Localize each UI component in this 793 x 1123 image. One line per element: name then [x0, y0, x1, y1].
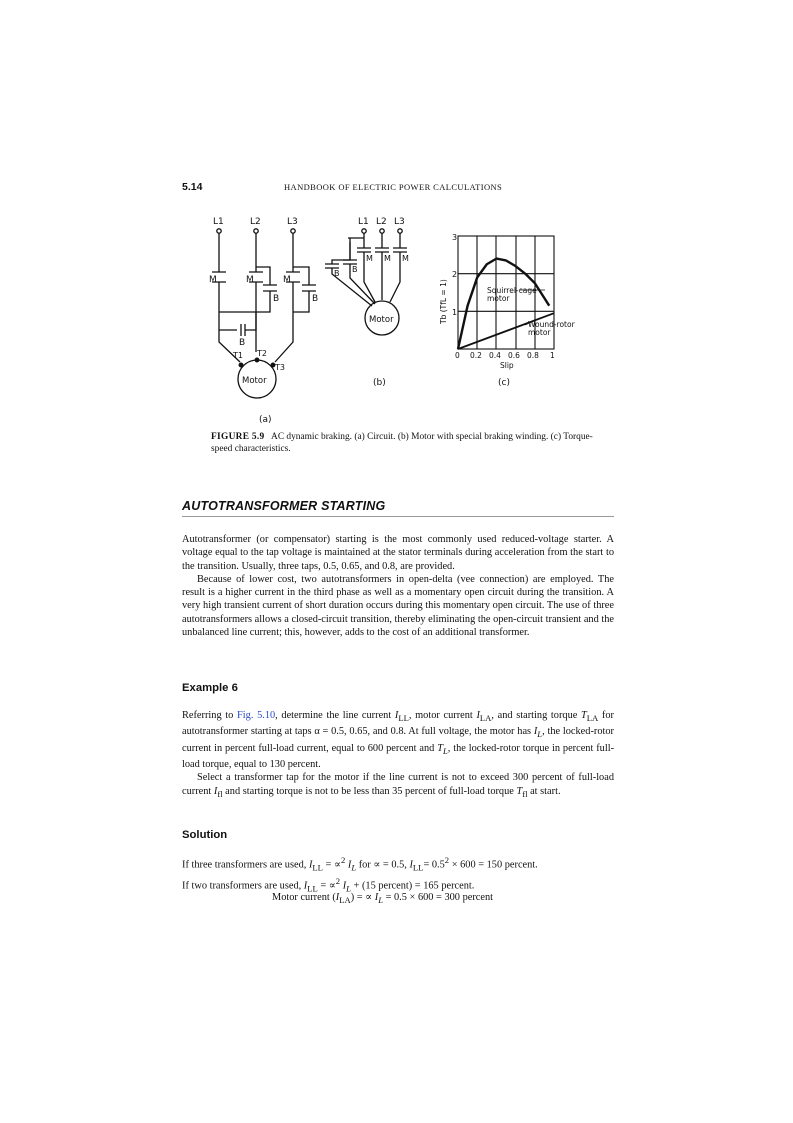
- label-wound-1: Wound-rotor: [528, 320, 575, 329]
- xtick-0: 0: [455, 351, 460, 360]
- page-number: 5.14: [182, 181, 203, 193]
- label-l2-a: L2: [250, 217, 261, 227]
- solution-line-1: If three transformers are used, $I_{LL} = \propto^2$ $I_L$ for ∝ = 0.5, $I_{LL}= 0.5^2 \times 600 = 150$ percent.: [182, 855, 538, 873]
- label-b2: B: [273, 294, 280, 304]
- label-b3: B: [312, 294, 319, 304]
- xtick-3: 0.6: [508, 351, 520, 360]
- solution-heading: Solution: [182, 829, 228, 841]
- section-body: [182, 533, 614, 639]
- xtick-4: 0.8: [527, 351, 539, 360]
- xtick-1: 0.2: [470, 351, 482, 360]
- paragraph-1: Autotransformer (or compensator) starting is the most commonly used reduced-voltage starter. A voltage equal to the tap voltage is maintained at the stator terminals during acceleration from the start to the transition. Usually, three taps, 0.5, 0.65, and 0.8, are provided.: [182, 534, 614, 572]
- label-l2-b: L2: [376, 217, 387, 227]
- terminal-circle: [217, 229, 221, 233]
- label-t2: T2: [257, 349, 267, 358]
- motor-b-label: Motor: [369, 315, 394, 325]
- figure-caption: [211, 431, 611, 455]
- example-body: [182, 709, 614, 801]
- label-m3: M: [283, 275, 291, 285]
- terminal-circle: [254, 229, 258, 233]
- solution-body: [182, 854, 614, 896]
- label-t1: T1: [233, 351, 243, 360]
- motor-current-equation: Motor current $(I_{LA})$ = ∝ $I_L = 0.5 \times 600 = 300$ percent: [272, 892, 493, 906]
- terminal-circle: [291, 229, 295, 233]
- xtick-5: 1: [550, 351, 555, 360]
- wire: [219, 233, 240, 362]
- label-l1-b: L1: [358, 217, 369, 227]
- panel-b-label: (b): [373, 378, 386, 388]
- caption-label: FIGURE 5.9: [211, 432, 265, 442]
- example-heading: Example 6: [182, 682, 238, 694]
- m-contacts-b: [357, 248, 407, 252]
- wire: [364, 233, 400, 248]
- motor-a-label: Motor: [242, 376, 267, 386]
- b-contact-1: [219, 312, 256, 336]
- label-squirrel-2: motor: [487, 294, 510, 303]
- figure-5-9: [200, 212, 580, 427]
- solution-line-2: If two transformers are used, $I_{LL} = \propto^2$ $I_L + (15$ percent) = 165 percent.: [182, 875, 475, 894]
- figure-svg: [200, 212, 580, 427]
- label-t3: T3: [275, 363, 285, 372]
- b-contact-2: [256, 267, 280, 312]
- diagram-a: [212, 229, 319, 398]
- label-m2: M: [246, 275, 254, 285]
- label-m-b1: M: [366, 254, 373, 263]
- section-title: AUTOTRANSFORMER STARTING: [182, 499, 614, 517]
- label-squirrel-1: Squirrel-cage: [487, 286, 537, 295]
- example-paragraph-1: Referring to Fig. 5.10, determine the line current $I_{LL}$, motor current $I_{LA}$, and starting torque $T_{LA}$ for autotransformer starting at taps α = 0.5, 0.65, and 0.8. At full voltage, the motor has $I_L$, the locked-rotor current in percent full-load current, equal to 600 percent and $T_L$, the locked-rotor torque in percent full-load torque, equal to 130 percent.: [182, 710, 615, 771]
- label-wound-2: motor: [528, 328, 551, 337]
- diagram-b: [325, 229, 407, 335]
- label-m1: M: [209, 275, 217, 285]
- b-contact-3: [293, 267, 319, 312]
- example-paragraph-2: Select a transformer tap for the motor if the line current is not to exceed 300 percent of full-load current $I_{fl}$ and starting torque is not to be less than 35 percent of full-load torque $T_{fl}$ at start.: [182, 772, 614, 799]
- caption-text: AC dynamic braking. (a) Circuit. (b) Motor with special braking winding. (c) Torque-speed characteristics.: [211, 432, 593, 454]
- label-l3-b: L3: [394, 217, 405, 227]
- ytick-2: 2: [452, 270, 458, 279]
- label-l3-a: L3: [287, 217, 298, 227]
- paragraph-2: Because of lower cost, two autotransformers in open-delta (vee connection) are employed. The result is a higher current in the third phase as well as a momentary open circuit during the transition. A very high transient current of short duration occurs during this momentary open circuit. The use of three autotransformers allows a closed-circuit transition, thereby eliminating the open-circuit transient and the unbalanced line current; this, however, adds to the cost of an additional transformer.: [182, 573, 614, 639]
- ytick-3: 3: [452, 233, 458, 242]
- label-m-b3: M: [402, 254, 409, 263]
- label-m-b2: M: [384, 254, 391, 263]
- ytick-1: 1: [452, 308, 458, 317]
- xtick-2: 0.4: [489, 351, 501, 360]
- panel-a-label: (a): [259, 415, 272, 425]
- label-b-b2: B: [352, 265, 358, 274]
- panel-c-label: (c): [498, 378, 510, 388]
- x-axis-label: Slip: [500, 361, 514, 370]
- fig-5-10-link[interactable]: Fig. 5.10: [237, 710, 276, 721]
- label-b1: B: [239, 338, 246, 348]
- label-b-b1: B: [334, 269, 340, 278]
- y-axis-label: Tb (TfL = 1): [439, 279, 448, 324]
- label-l1-a: L1: [213, 217, 224, 227]
- running-title: HANDBOOK OF ELECTRIC POWER CALCULATIONS: [284, 182, 503, 192]
